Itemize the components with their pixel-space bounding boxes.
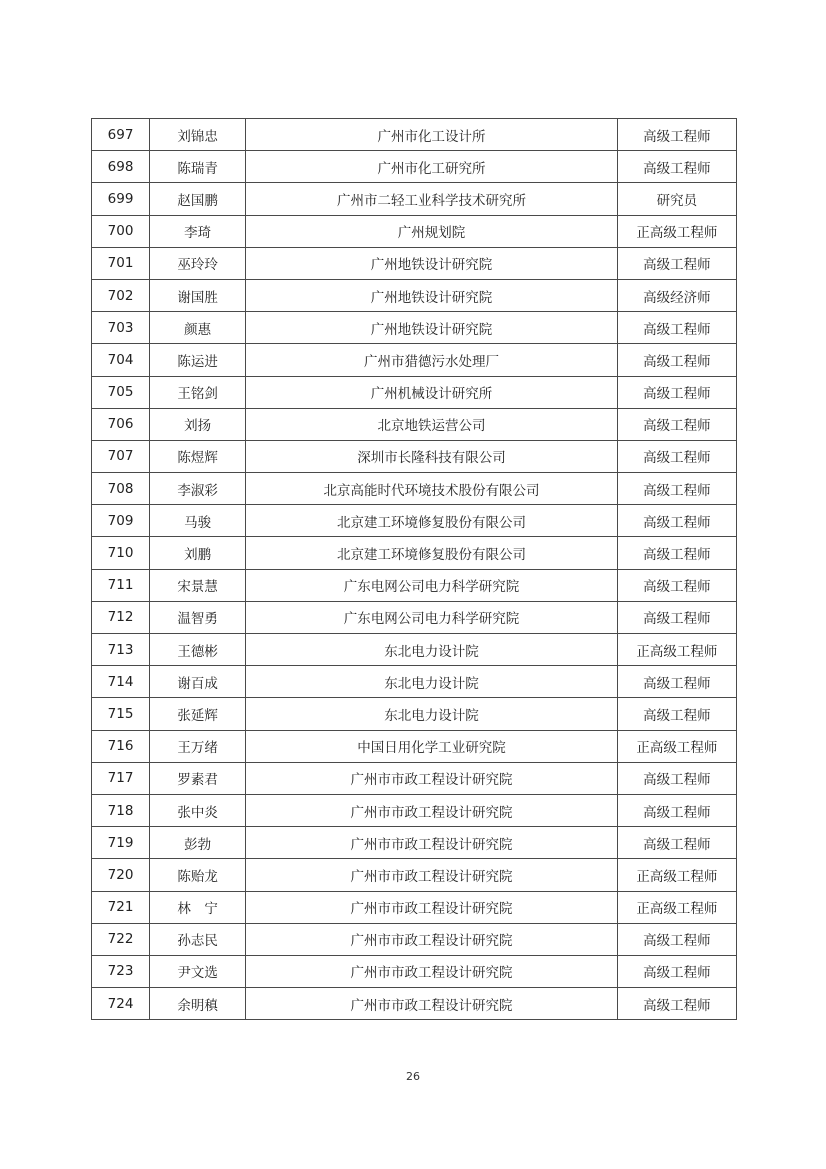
job-title-cell: 高级工程师 <box>617 601 736 633</box>
table-row <box>92 988 737 1020</box>
job-title-cell: 高级工程师 <box>617 247 736 279</box>
row-number-cell: 701 <box>92 247 150 279</box>
person-name-cell: 马骏 <box>150 505 246 537</box>
person-name-cell: 彭勃 <box>150 827 246 859</box>
person-name-cell: 王万绪 <box>150 730 246 762</box>
job-title-cell: 高级工程师 <box>617 376 736 408</box>
organization-cell: 广州市化工设计所 <box>246 119 618 151</box>
person-name-cell: 罗素君 <box>150 762 246 794</box>
organization-cell: 广州市化工研究所 <box>246 151 618 183</box>
table-row <box>92 634 737 666</box>
row-number-cell: 721 <box>92 891 150 923</box>
person-name-cell: 陈瑞青 <box>150 151 246 183</box>
organization-cell: 东北电力设计院 <box>246 698 618 730</box>
job-title-cell: 高级工程师 <box>617 698 736 730</box>
row-number-cell: 713 <box>92 634 150 666</box>
table-row <box>92 344 737 376</box>
organization-cell: 广东电网公司电力科学研究院 <box>246 601 618 633</box>
table-row <box>92 473 737 505</box>
person-name-cell: 谢国胜 <box>150 279 246 311</box>
job-title-cell: 正高级工程师 <box>617 634 736 666</box>
person-name-cell: 王德彬 <box>150 634 246 666</box>
organization-cell: 广州市市政工程设计研究院 <box>246 794 618 826</box>
person-name-cell: 谢百成 <box>150 666 246 698</box>
person-name-cell: 林 宁 <box>150 891 246 923</box>
row-number-cell: 711 <box>92 569 150 601</box>
table-row <box>92 279 737 311</box>
person-name-cell: 宋景慧 <box>150 569 246 601</box>
person-name-cell: 张中炎 <box>150 794 246 826</box>
organization-cell: 广州地铁设计研究院 <box>246 247 618 279</box>
job-title-cell: 高级工程师 <box>617 666 736 698</box>
person-name-cell: 李琦 <box>150 215 246 247</box>
organization-cell: 广州地铁设计研究院 <box>246 279 618 311</box>
job-title-cell: 正高级工程师 <box>617 730 736 762</box>
organization-cell: 广东电网公司电力科学研究院 <box>246 569 618 601</box>
table-row <box>92 569 737 601</box>
table-row <box>92 955 737 987</box>
row-number-cell: 704 <box>92 344 150 376</box>
person-name-cell: 李淑彩 <box>150 473 246 505</box>
row-number-cell: 700 <box>92 215 150 247</box>
organization-cell: 广州市市政工程设计研究院 <box>246 859 618 891</box>
table-row <box>92 827 737 859</box>
job-title-cell: 高级工程师 <box>617 537 736 569</box>
row-number-cell: 723 <box>92 955 150 987</box>
table-row <box>92 698 737 730</box>
organization-cell: 北京建工环境修复股份有限公司 <box>246 537 618 569</box>
row-number-cell: 724 <box>92 988 150 1020</box>
row-number-cell: 718 <box>92 794 150 826</box>
organization-cell: 广州市市政工程设计研究院 <box>246 827 618 859</box>
table-row <box>92 151 737 183</box>
table-row <box>92 601 737 633</box>
row-number-cell: 710 <box>92 537 150 569</box>
job-title-cell: 高级工程师 <box>617 119 736 151</box>
job-title-cell: 高级经济师 <box>617 279 736 311</box>
organization-cell: 东北电力设计院 <box>246 634 618 666</box>
row-number-cell: 716 <box>92 730 150 762</box>
table-row <box>92 859 737 891</box>
job-title-cell: 高级工程师 <box>617 762 736 794</box>
table-row <box>92 408 737 440</box>
table-row <box>92 891 737 923</box>
person-name-cell: 颜惠 <box>150 312 246 344</box>
job-title-cell: 高级工程师 <box>617 151 736 183</box>
row-number-cell: 715 <box>92 698 150 730</box>
table-row <box>92 376 737 408</box>
row-number-cell: 714 <box>92 666 150 698</box>
person-name-cell: 巫玲玲 <box>150 247 246 279</box>
person-name-cell: 刘扬 <box>150 408 246 440</box>
job-title-cell: 高级工程师 <box>617 794 736 826</box>
organization-cell: 北京地铁运营公司 <box>246 408 618 440</box>
job-title-cell: 高级工程师 <box>617 955 736 987</box>
table-row <box>92 440 737 472</box>
organization-cell: 广州市市政工程设计研究院 <box>246 955 618 987</box>
job-title-cell: 高级工程师 <box>617 473 736 505</box>
row-number-cell: 703 <box>92 312 150 344</box>
page-number: 26 <box>406 1070 420 1083</box>
table-row <box>92 537 737 569</box>
organization-cell: 广州市二轻工业科学技术研究所 <box>246 183 618 215</box>
person-name-cell: 刘锦忠 <box>150 119 246 151</box>
row-number-cell: 722 <box>92 923 150 955</box>
person-name-cell: 陈贻龙 <box>150 859 246 891</box>
organization-cell: 广州市市政工程设计研究院 <box>246 762 618 794</box>
table-row <box>92 923 737 955</box>
table-row <box>92 215 737 247</box>
job-title-cell: 高级工程师 <box>617 440 736 472</box>
row-number-cell: 719 <box>92 827 150 859</box>
person-name-cell: 陈煜辉 <box>150 440 246 472</box>
organization-cell: 中国日用化学工业研究院 <box>246 730 618 762</box>
row-number-cell: 699 <box>92 183 150 215</box>
job-title-cell: 高级工程师 <box>617 312 736 344</box>
row-number-cell: 712 <box>92 601 150 633</box>
organization-cell: 深圳市长隆科技有限公司 <box>246 440 618 472</box>
job-title-cell: 高级工程师 <box>617 505 736 537</box>
organization-cell: 北京建工环境修复股份有限公司 <box>246 505 618 537</box>
job-title-cell: 正高级工程师 <box>617 859 736 891</box>
row-number-cell: 720 <box>92 859 150 891</box>
job-title-cell: 高级工程师 <box>617 827 736 859</box>
table-row <box>92 247 737 279</box>
organization-cell: 广州市市政工程设计研究院 <box>246 891 618 923</box>
row-number-cell: 705 <box>92 376 150 408</box>
person-name-cell: 温智勇 <box>150 601 246 633</box>
row-number-cell: 706 <box>92 408 150 440</box>
personnel-table <box>91 118 737 1020</box>
person-name-cell: 刘鹏 <box>150 537 246 569</box>
job-title-cell: 高级工程师 <box>617 988 736 1020</box>
row-number-cell: 697 <box>92 119 150 151</box>
person-name-cell: 王铭剑 <box>150 376 246 408</box>
table-row <box>92 794 737 826</box>
person-name-cell: 孙志民 <box>150 923 246 955</box>
organization-cell: 广州市市政工程设计研究院 <box>246 988 618 1020</box>
person-name-cell: 余明稹 <box>150 988 246 1020</box>
organization-cell: 广州地铁设计研究院 <box>246 312 618 344</box>
job-title-cell: 正高级工程师 <box>617 891 736 923</box>
organization-cell: 广州市市政工程设计研究院 <box>246 923 618 955</box>
person-name-cell: 赵国鹏 <box>150 183 246 215</box>
table-row <box>92 312 737 344</box>
person-name-cell: 陈运进 <box>150 344 246 376</box>
table-body <box>92 119 737 1020</box>
job-title-cell: 高级工程师 <box>617 569 736 601</box>
table-row <box>92 730 737 762</box>
organization-cell: 广州规划院 <box>246 215 618 247</box>
table-row <box>92 183 737 215</box>
job-title-cell: 正高级工程师 <box>617 215 736 247</box>
table-row <box>92 119 737 151</box>
organization-cell: 广州市猎德污水处理厂 <box>246 344 618 376</box>
organization-cell: 东北电力设计院 <box>246 666 618 698</box>
row-number-cell: 708 <box>92 473 150 505</box>
job-title-cell: 高级工程师 <box>617 344 736 376</box>
person-name-cell: 尹文选 <box>150 955 246 987</box>
row-number-cell: 702 <box>92 279 150 311</box>
person-name-cell: 张延辉 <box>150 698 246 730</box>
table-row <box>92 666 737 698</box>
organization-cell: 广州机械设计研究所 <box>246 376 618 408</box>
table-row <box>92 505 737 537</box>
organization-cell: 北京高能时代环境技术股份有限公司 <box>246 473 618 505</box>
job-title-cell: 高级工程师 <box>617 408 736 440</box>
row-number-cell: 707 <box>92 440 150 472</box>
row-number-cell: 709 <box>92 505 150 537</box>
job-title-cell: 高级工程师 <box>617 923 736 955</box>
job-title-cell: 研究员 <box>617 183 736 215</box>
row-number-cell: 698 <box>92 151 150 183</box>
table-row <box>92 762 737 794</box>
row-number-cell: 717 <box>92 762 150 794</box>
